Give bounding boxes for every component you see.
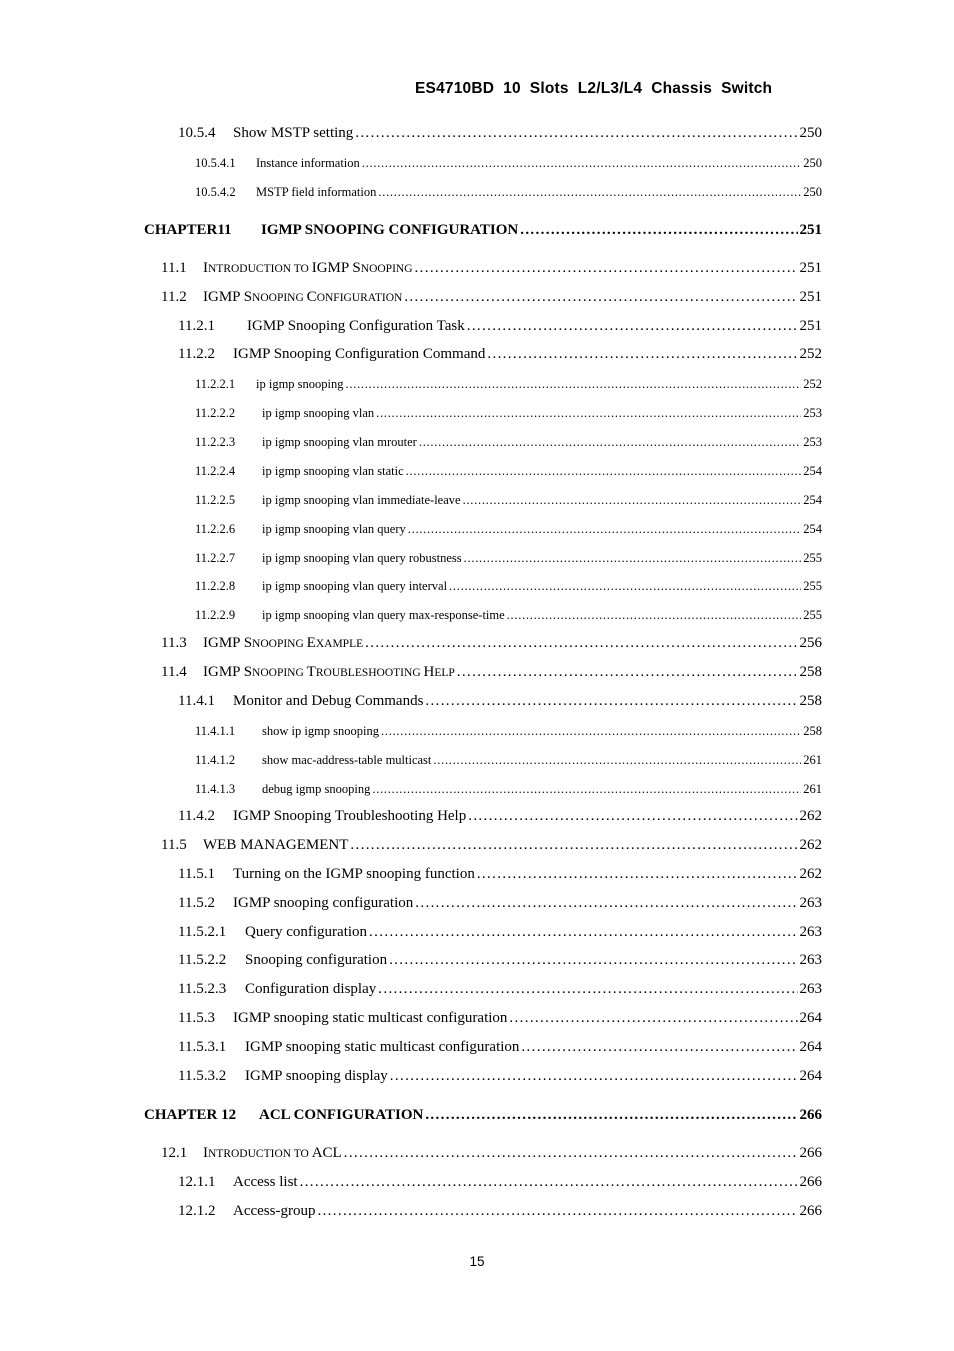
toc-entry-11-2-2-2[interactable] — [195, 406, 822, 421]
toc-entry-chapter-12[interactable] — [144, 1107, 822, 1124]
toc-entry-11-5-2-2[interactable] — [178, 952, 822, 969]
toc-entry-11-2-2-4[interactable] — [195, 464, 822, 479]
toc-title: IGMP SNOOPING CONFIGURATION — [203, 289, 403, 305]
toc-entry-11-2-2-6[interactable] — [195, 522, 822, 537]
toc-entry-11-2[interactable] — [161, 289, 822, 306]
toc-number: 11.4.2 — [178, 808, 215, 824]
toc-title: WEB MANAGEMENT — [203, 837, 349, 853]
dot-leader — [346, 380, 802, 393]
toc-entry-11-2-2-8[interactable] — [195, 579, 822, 594]
toc-entry-10-5-4-2[interactable] — [195, 185, 822, 200]
dot-leader — [317, 1205, 797, 1220]
toc-title: ip igmp snooping vlan query robustness — [262, 551, 462, 565]
dot-leader — [464, 554, 802, 567]
toc-page: 263 — [799, 952, 822, 968]
toc-number: 11.3 — [161, 635, 187, 651]
toc-page: 263 — [799, 924, 822, 940]
toc-title: INTRODUCTION TO IGMP SNOOPING — [203, 260, 413, 276]
dot-leader — [362, 159, 801, 172]
dot-leader — [433, 756, 801, 769]
toc-number: 10.5.4 — [178, 125, 216, 141]
toc-number: 11.2.2.9 — [195, 608, 236, 622]
dot-leader — [389, 954, 797, 969]
toc-page: 264 — [799, 1010, 822, 1026]
toc-page: 256 — [799, 635, 822, 651]
toc-entry-11-4-1-1[interactable] — [195, 724, 822, 739]
dot-leader — [463, 496, 802, 509]
toc-number: 11.2 — [161, 289, 187, 305]
toc-title: ip igmp snooping vlan mrouter — [262, 435, 417, 449]
toc-entry-11-4-1[interactable] — [178, 693, 822, 710]
toc-page: 252 — [803, 377, 822, 391]
toc-entry-12-1-1[interactable] — [178, 1174, 822, 1191]
dot-leader — [406, 467, 802, 480]
toc-number: 12.1 — [161, 1145, 188, 1161]
toc-title: IGMP Snooping Troubleshooting Help — [233, 808, 467, 824]
toc-number: 11.5 — [161, 837, 187, 853]
toc-number: 11.2.2.3 — [195, 435, 236, 449]
dot-leader — [381, 727, 801, 740]
toc-number: 11.2.2.1 — [195, 377, 236, 391]
toc-entry-11-4-1-2[interactable] — [195, 753, 822, 768]
toc-title: show ip igmp snooping — [262, 724, 380, 738]
toc-page: 258 — [799, 693, 822, 709]
dot-leader — [419, 438, 801, 451]
toc-number: 11.5.3.1 — [178, 1039, 227, 1055]
toc-title: Turning on the IGMP snooping function — [233, 866, 475, 882]
toc-page: 250 — [803, 185, 822, 199]
toc-number: 11.5.3 — [178, 1010, 215, 1026]
toc-page: 251 — [799, 260, 822, 276]
dot-leader — [365, 637, 797, 652]
toc-number: 11.4.1.1 — [195, 724, 236, 738]
document-header: ES4710BD 10 Slots L2/L3/L4 Chassis Switch — [415, 80, 773, 97]
toc-entry-11-5[interactable] — [161, 837, 822, 854]
toc-title: Configuration display — [245, 981, 377, 997]
toc-title: ip igmp snooping vlan — [262, 406, 375, 420]
dot-leader — [425, 1109, 797, 1124]
toc-title: Instance information — [256, 156, 360, 170]
toc-title: Access list — [233, 1174, 298, 1190]
dot-leader — [521, 1041, 797, 1056]
toc-entry-11-2-2-5[interactable] — [195, 493, 822, 508]
toc-number: 11.4.1.2 — [195, 753, 236, 767]
toc-title: ACL CONFIGURATION — [259, 1107, 424, 1123]
toc-title: Access-group — [233, 1203, 316, 1219]
toc-page: 250 — [803, 156, 822, 170]
toc-page: 266 — [799, 1174, 822, 1190]
toc-title: IGMP Snooping Configuration Command — [233, 346, 486, 362]
toc-page: 262 — [799, 837, 822, 853]
toc-page: 263 — [799, 895, 822, 911]
toc-entry-11-4[interactable] — [161, 664, 822, 681]
toc-entry-11-5-2-3[interactable] — [178, 981, 822, 998]
toc-title: ip igmp snooping vlan immediate-leave — [262, 493, 461, 507]
toc-number: 11.2.2.7 — [195, 551, 236, 565]
toc-page: 266 — [799, 1145, 822, 1161]
toc-number: 11.2.2 — [178, 346, 215, 362]
toc-title: ip igmp snooping vlan query interval — [262, 579, 448, 593]
toc-number: 11.5.2.3 — [178, 981, 227, 997]
toc-title: debug igmp snooping — [262, 782, 371, 796]
toc-number: 11.2.1 — [178, 318, 215, 334]
toc-number: 11.4 — [161, 664, 187, 680]
toc-number: CHAPTER11 — [144, 222, 232, 238]
toc-page: 254 — [803, 522, 822, 536]
toc-number: 11.4.1 — [178, 693, 215, 709]
dot-leader — [390, 1070, 798, 1085]
toc-number: 11.5.2.1 — [178, 924, 227, 940]
toc-title: IGMP snooping display — [245, 1068, 388, 1084]
toc-page: 264 — [799, 1068, 822, 1084]
dot-leader — [300, 1176, 798, 1191]
toc-entry-11-2-2-3[interactable] — [195, 435, 822, 450]
toc-page: 253 — [803, 406, 822, 420]
toc-title: Snooping configuration — [245, 952, 388, 968]
toc-page: 264 — [799, 1039, 822, 1055]
toc-number: 11.5.3.2 — [178, 1068, 227, 1084]
toc-number: 11.2.2.6 — [195, 522, 236, 536]
toc-page: 263 — [799, 981, 822, 997]
toc-title: Query configuration — [245, 924, 368, 940]
toc-page: 262 — [799, 808, 822, 824]
toc-entry-11-3[interactable] — [161, 635, 822, 652]
toc-page: 261 — [803, 782, 822, 796]
toc-entry-11-5-2[interactable] — [178, 895, 822, 912]
dot-leader — [372, 785, 801, 798]
toc-entry-11-1[interactable] — [161, 260, 822, 277]
toc-title: IGMP Snooping Configuration Task — [247, 318, 465, 334]
dot-leader — [509, 1012, 797, 1027]
dot-leader — [355, 127, 797, 142]
toc-number: 10.5.4.1 — [195, 156, 236, 170]
toc-entry-chapter-11[interactable] — [144, 222, 822, 239]
dot-leader — [457, 666, 798, 681]
dot-leader — [507, 611, 802, 624]
dot-leader — [378, 983, 797, 998]
toc-entry-11-2-2-1[interactable] — [195, 377, 822, 392]
dot-leader — [369, 926, 797, 941]
toc-page: 261 — [803, 753, 822, 767]
toc-entry-11-2-2-7[interactable] — [195, 551, 822, 566]
dot-leader — [425, 695, 797, 710]
toc-page: 254 — [803, 464, 822, 478]
toc-entry-11-2-2-9[interactable] — [195, 608, 822, 623]
toc-entry-12-1[interactable] — [161, 1145, 822, 1162]
toc-entry-10-5-4[interactable] — [178, 125, 822, 142]
toc-page: 253 — [803, 435, 822, 449]
toc-entry-11-5-3[interactable] — [178, 1010, 822, 1027]
toc-title: ip igmp snooping vlan static — [262, 464, 404, 478]
toc-page: 251 — [799, 318, 822, 334]
page-number: 15 — [469, 1254, 485, 1269]
toc-title: IGMP snooping configuration — [233, 895, 414, 911]
dot-leader — [467, 320, 798, 335]
toc-page: 255 — [803, 608, 822, 622]
toc-entry-12-1-2[interactable] — [178, 1203, 822, 1220]
toc-number: CHAPTER 12 — [144, 1107, 237, 1123]
toc-title: IGMP SNOOPING CONFIGURATION — [261, 222, 519, 238]
toc-page: 266 — [799, 1107, 822, 1123]
toc-title: ip igmp snooping vlan query — [262, 522, 406, 536]
toc-page: 251 — [799, 289, 822, 305]
toc-page: 262 — [799, 866, 822, 882]
toc-entry-11-4-1-3[interactable] — [195, 782, 822, 797]
toc-page: 255 — [803, 551, 822, 565]
toc-number: 12.1.1 — [178, 1174, 216, 1190]
toc-title: INTRODUCTION TO ACL — [203, 1145, 342, 1161]
dot-leader — [376, 409, 801, 422]
toc-page: 255 — [803, 579, 822, 593]
dot-leader — [344, 1147, 798, 1162]
toc-number: 11.5.1 — [178, 866, 215, 882]
toc-title: MSTP field information — [256, 185, 377, 199]
dot-leader — [408, 525, 802, 538]
toc-title: Monitor and Debug Commands — [233, 693, 424, 709]
toc-number: 11.5.2.2 — [178, 952, 227, 968]
dot-leader — [404, 291, 797, 306]
dot-leader — [350, 839, 797, 854]
toc-title: show mac-address-table multicast — [262, 753, 432, 767]
dot-leader — [415, 897, 797, 912]
toc-number: 10.5.4.2 — [195, 185, 236, 199]
toc-page: 258 — [803, 724, 822, 738]
toc-number: 11.2.2.8 — [195, 579, 236, 593]
toc-entry-10-5-4-1[interactable] — [195, 156, 822, 171]
toc-entry-11-2-1[interactable] — [178, 318, 822, 335]
toc-page: 252 — [799, 346, 822, 362]
toc-number: 11.2.2.5 — [195, 493, 236, 507]
toc-page: 266 — [799, 1203, 822, 1219]
toc-title: IGMP SNOOPING TROUBLESHOOTING HELP — [203, 664, 455, 680]
toc-title: IGMP snooping static multicast configuration — [233, 1010, 508, 1026]
toc-entry-11-5-2-1[interactable] — [178, 924, 822, 941]
toc-title: Show MSTP setting — [233, 125, 354, 141]
toc-title: ip igmp snooping — [256, 377, 344, 391]
toc-number: 11.1 — [161, 260, 187, 276]
dot-leader — [378, 188, 801, 201]
toc-entry-11-4-2[interactable] — [178, 808, 822, 825]
dot-leader — [449, 582, 801, 595]
toc-number: 12.1.2 — [178, 1203, 216, 1219]
toc-entry-11-2-2[interactable] — [178, 346, 822, 363]
dot-leader — [487, 348, 797, 363]
dot-leader — [477, 868, 798, 883]
toc-page: 254 — [803, 493, 822, 507]
toc-number: 11.2.2.4 — [195, 464, 236, 478]
toc-entry-11-5-3-2[interactable] — [178, 1068, 822, 1085]
toc-number: 11.4.1.3 — [195, 782, 236, 796]
toc-page: 258 — [799, 664, 822, 680]
toc-number: 11.5.2 — [178, 895, 215, 911]
toc-entry-11-5-3-1[interactable] — [178, 1039, 822, 1056]
toc-page: 250 — [799, 125, 822, 141]
toc-title: IGMP SNOOPING EXAMPLE — [203, 635, 364, 651]
toc-title: ip igmp snooping vlan query max-response-time — [262, 608, 505, 622]
toc-entry-11-5-1[interactable] — [178, 866, 822, 883]
toc-number: 11.2.2.2 — [195, 406, 236, 420]
toc-page: 251 — [799, 222, 822, 238]
dot-leader — [468, 810, 797, 825]
dot-leader — [520, 224, 797, 239]
toc-title: IGMP snooping static multicast configuration — [245, 1039, 520, 1055]
dot-leader — [415, 262, 798, 277]
